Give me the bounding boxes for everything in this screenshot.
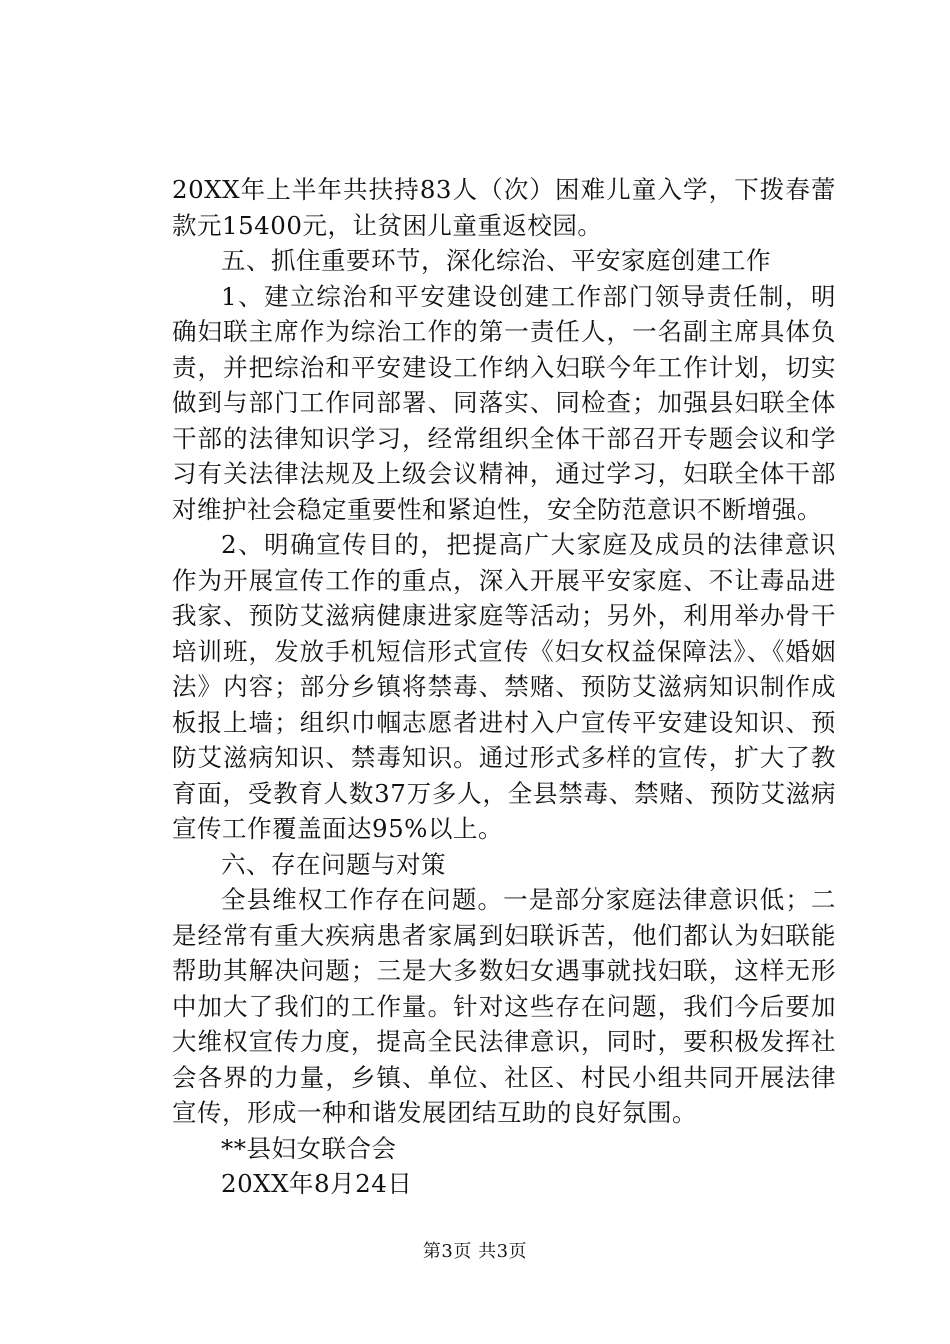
paragraph-problems: 全县维权工作存在问题。一是部分家庭法律意识低；二是经常有重大疾病患者家属到妇联诉苦，他们都认为妇联能帮助其解决问题；三是大多数妇女遇事就找妇联，这样无形中加大了我们的工作量。针对这些存在问题，我们今后要加大维权宣传力度，提高全民法律意识，同时，要积极发挥社会各界的力量，乡镇、单位、社区、村民小组共同开展法律宣传，形成一种和谐发展团结互助的良好氛围。 <box>172 885 836 1127</box>
paragraph-item-1: 1、建立综治和平安建设创建工作部门领导责任制，明确妇联主席作为综治工作的第一责任人，一名副主席具体负责，并把综治和平安建设工作纳入妇联今年工作计划，切实做到与部门工作同部署、同落实、同检查；加强县妇联全体干部的法律知识学习，经常组织全体干部召开专题会议和学习有关法律法规及上级会议精神，通过学习，妇联全体干部对维护社会稳定重要性和紧迫性，安全防范意识不断增强。 <box>172 281 836 524</box>
document-body <box>172 172 836 1202</box>
paragraph-item-2: 2、明确宣传目的，把提高广大家庭及成员的法律意识作为开展宣传工作的重点，深入开展平安家庭、不让毒品进我家、预防艾滋病健康进家庭等活动；另外，利用举办骨干培训班，发放手机短信形式宣传《妇女权益保障法》、《婚姻法》内容；部分乡镇将禁毒、禁赌、预防艾滋病知识制作成板报上墙；组织巾帼志愿者进村入户宣传平安建设知识、预防艾滋病知识、禁毒知识。通过形式多样的宣传，扩大了教育面，受教育人数37万多人，全县禁毒、禁赌、预防艾滋病宣传工作覆盖面达95%以上。 <box>172 530 836 843</box>
section-heading-5: 五、抓住重要环节，深化综治、平安家庭创建工作 <box>221 246 771 275</box>
paragraph-intro: 20XX年上半年共扶持83人（次）困难儿童入学，下拨春蕾款元15400元，让贫困儿童重返校园。 <box>172 175 836 240</box>
section-heading-6: 六、存在问题与对策 <box>221 849 446 879</box>
page-number-footer: 第3页 共3页 <box>422 1241 528 1262</box>
signature-organization: **县妇女联合会 <box>221 1133 397 1163</box>
signature-date: 20XX年8月24日 <box>221 1169 413 1198</box>
